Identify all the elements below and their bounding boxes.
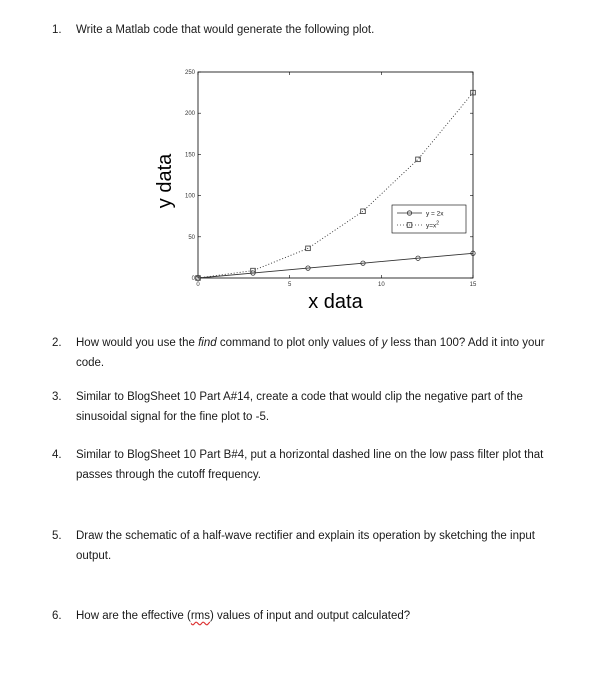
question-2-number: 2. [52, 337, 62, 349]
question-6-text [76, 606, 410, 626]
legend-label-base: y=x [426, 222, 437, 230]
legend-label-superscript: 2 [436, 220, 440, 227]
y-tick-label: 0 [191, 276, 195, 282]
question-6-text-b: ) values of input and output calculated? [210, 610, 411, 622]
question-4-text-line1: Similar to BlogSheet 10 Part B#4, put a horizontal dashed line on the low pass filter plot that [76, 449, 544, 461]
matlab-plot-figure [140, 60, 500, 320]
question-2-text-b: command to plot only values of [216, 337, 382, 349]
y-axis-label: y data [154, 153, 176, 209]
question-1-text: Write a Matlab code that would generate the following plot. [76, 24, 375, 36]
point-square-marker [416, 157, 421, 162]
question-5-number: 5. [52, 530, 62, 542]
chart-svg [140, 60, 500, 320]
x-tick-label: 0 [196, 282, 200, 288]
y-tick-label: 200 [184, 111, 195, 118]
question-3-number: 3. [52, 391, 62, 403]
question-6 [52, 606, 592, 626]
question-5-text-line1: Draw the schematic of a half-wave rectifier and explain its operation by sketching the input [76, 530, 535, 542]
question-4-text [76, 445, 596, 485]
plot-area-frame [198, 72, 473, 278]
question-2-y-variable: y [381, 337, 388, 349]
question-5-text-line2: output. [76, 550, 112, 562]
question-2-text-line2: code. [76, 357, 105, 369]
question-6-rms-word: rms [190, 610, 211, 622]
question-4-number: 4. [52, 449, 62, 461]
question-3 [52, 387, 592, 427]
question-1 [52, 20, 582, 40]
y-tick-label: 150 [184, 152, 195, 159]
series-line-2x [198, 253, 473, 278]
legend-label-2x: y = 2x [426, 210, 444, 218]
y-tick-label: 100 [184, 193, 195, 200]
question-6-number: 6. [52, 610, 62, 622]
question-5-text [76, 526, 596, 566]
series-line-x-squared [198, 93, 473, 278]
x-tick-label: 5 [287, 282, 292, 288]
question-4 [52, 445, 592, 485]
question-3-text-line2: sinusoidal signal for the fine plot to -5. [76, 411, 270, 423]
question-2 [52, 333, 592, 373]
question-4-text-line2: passes through the cutoff frequency. [76, 469, 261, 481]
question-1-number: 1. [52, 24, 62, 36]
y-tick-label: 250 [184, 70, 195, 76]
question-5 [52, 526, 592, 566]
question-3-text [76, 387, 596, 427]
question-2-text-a: How would you use the [76, 337, 199, 349]
question-3-text-line1: Similar to BlogSheet 10 Part A#14, create a code that would clip the negative part of the [76, 391, 523, 403]
question-6-text-a: How are the effective ( [76, 610, 191, 622]
x-tick-label: 10 [377, 282, 385, 288]
y-tick-label: 50 [188, 234, 195, 241]
x-axis-label: x data [308, 291, 363, 313]
question-2-text-c: less than 100? Add it into your [387, 337, 545, 349]
question-2-find-keyword: find [198, 337, 217, 349]
question-2-text [76, 333, 596, 373]
x-tick-label: 15 [469, 282, 477, 288]
